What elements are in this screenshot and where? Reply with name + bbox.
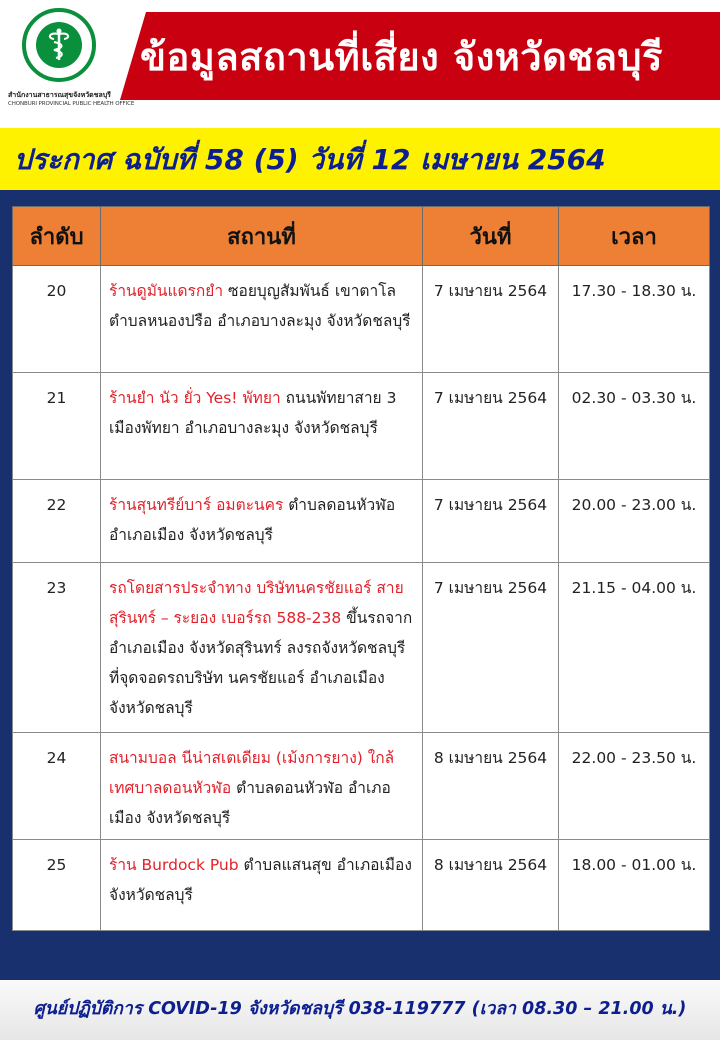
- place-address: ซอยบุญสัมพันธ์ เขาตาโล ตำบลหนองปรือ อำเภอบางละมุง จังหวัดชลบุรี: [109, 282, 411, 330]
- footer-hotline: ศูนย์ปฏิบัติการ COVID-19 จังหวัดชลบุรี 038-119777 (เวลา 08.30 – 21.00 น.): [33, 999, 687, 1019]
- row-date: 7 เมษายน 2564: [423, 373, 559, 480]
- table-row: [13, 266, 710, 373]
- column-header-no: ลำดับ: [13, 207, 101, 266]
- header: [0, 0, 720, 128]
- row-number: 21: [13, 373, 101, 480]
- row-number: 22: [13, 480, 101, 563]
- risk-locations-table: [12, 206, 710, 931]
- column-header-date: วันที่: [423, 207, 559, 266]
- row-place: [101, 733, 423, 840]
- place-address: ตำบลดอนหัวฬ่อ อำเภอเมือง จังหวัดชลบุรี: [109, 496, 396, 544]
- page-title: ข้อมูลสถานที่เสี่ยง จังหวัดชลบุรี: [140, 35, 663, 79]
- table-row: [13, 563, 710, 733]
- row-time: 18.00 - 01.00 น.: [559, 840, 710, 931]
- row-time: 21.15 - 04.00 น.: [559, 563, 710, 733]
- row-place: [101, 266, 423, 373]
- place-address: ตำบลดอนหัวฬ่อ อำเภอเมือง จังหวัดชลบุรี: [109, 779, 391, 827]
- row-time: 22.00 - 23.50 น.: [559, 733, 710, 840]
- caduceus-icon: [36, 22, 82, 68]
- place-address: ตำบลแสนสุข อำเภอเมือง จังหวัดชลบุรี: [109, 856, 412, 904]
- agency-name-english: CHONBURI PROVINCIAL PUBLIC HEALTH OFFICE: [8, 101, 135, 107]
- row-number: 25: [13, 840, 101, 931]
- column-header-place: สถานที่: [101, 207, 423, 266]
- place-name-highlight: ร้านยำ นัว ยั่ว Yes! พัทยา: [109, 389, 281, 407]
- ministry-logo: [8, 6, 135, 118]
- place-address: ถนนพัทยาสาย 3 เมืองพัทยา อำเภอบางละมุง จังหวัดชลบุรี: [109, 389, 397, 437]
- place-name-highlight: รถโดยสารประจำทาง บริษัทนครชัยแอร์ สาย สุรินทร์ – ระยอง เบอร์รถ 588-238: [109, 579, 404, 627]
- row-time: 20.00 - 23.00 น.: [559, 480, 710, 563]
- row-place: [101, 840, 423, 931]
- row-date: 7 เมษายน 2564: [423, 480, 559, 563]
- table-header-row: [13, 207, 710, 266]
- row-place: [101, 480, 423, 563]
- row-date: 8 เมษายน 2564: [423, 840, 559, 931]
- row-date: 7 เมษายน 2564: [423, 266, 559, 373]
- row-number: 24: [13, 733, 101, 840]
- row-date: 8 เมษายน 2564: [423, 733, 559, 840]
- row-number: 23: [13, 563, 101, 733]
- logo-ring: [22, 8, 96, 82]
- place-name-highlight: ร้าน Burdock Pub: [109, 856, 239, 874]
- place-name-highlight: สนามบอล นีน่าสเตเดียม (เม้งการยาง) ใกล้เทศบาลดอนหัวฬ่อ: [109, 749, 395, 797]
- agency-name-thai: สำนักงานสาธารณสุขจังหวัดชลบุรี: [8, 91, 111, 99]
- place-address: ขึ้นรถจากอำเภอเมือง จังหวัดสุรินทร์ ลงรถจังหวัดชลบุรี ที่จุดจอดรถบริษัท นครชัยแอร์ อำเภอเมือง จังหวัดชลบุรี: [109, 609, 413, 717]
- row-place: [101, 373, 423, 480]
- row-time: 17.30 - 18.30 น.: [559, 266, 710, 373]
- place-name-highlight: ร้านสุนทรีย์บาร์ อมตะนคร: [109, 496, 284, 514]
- row-time: 02.30 - 03.30 น.: [559, 373, 710, 480]
- table-row: [13, 840, 710, 931]
- table-row: [13, 733, 710, 840]
- row-date: 7 เมษายน 2564: [423, 563, 559, 733]
- table-row: [13, 480, 710, 563]
- announcement-text: ประกาศ ฉบับที่ 58 (5) วันที่ 12 เมษายน 2564: [14, 143, 606, 176]
- row-place: [101, 563, 423, 733]
- row-number: 20: [13, 266, 101, 373]
- table-row: [13, 373, 710, 480]
- column-header-time: เวลา: [559, 207, 710, 266]
- place-name-highlight: ร้านดูมันแดรกยำ: [109, 282, 224, 300]
